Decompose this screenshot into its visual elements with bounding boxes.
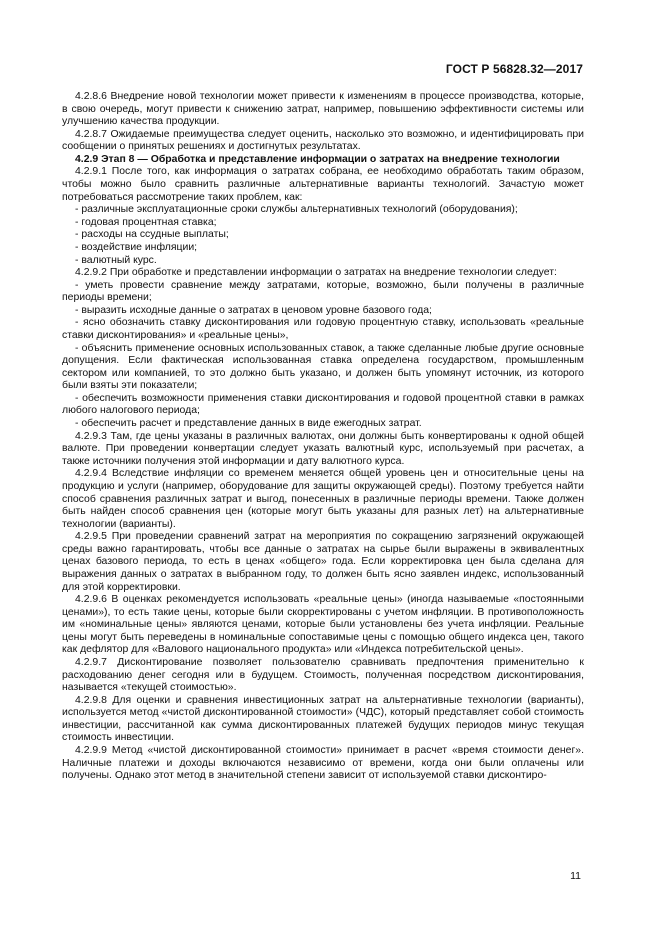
paragraph-4-2-9-6: 4.2.9.6 В оценках рекомендуется использовать «реальные цены» (иногда называемые «постоянными ценами»), то есть такие цены, которые были скорректированы с учетом инфляции. В противоположность им «номинальные цены» являются ценами, которые были установлены без учета инфляции. Реальные цены могут быть переведены в номинальные сопоставимые цены с помощью общего индекса цен, такого как дефлятор для «Валового национального продукта» или «Индекса потребительской цены». xyxy=(62,594,584,656)
paragraph-4-2-9-7: 4.2.9.7 Дисконтирование позволяет пользователю сравнивать предпочтения применительно к расходованию денег сегодня или в будущем. Стоимость, полученная посредством дисконтирования, называется «текущей стоимостью». xyxy=(62,657,584,694)
list-item: - обеспечить расчет и представление данных в виде ежегодных затрат. xyxy=(75,418,422,430)
paragraph-4-2-9-4: 4.2.9.4 Вследствие инфляции со временем меняется общей уровень цен и относительные цены на продукцию и услуги (например, оборудование для защиты окружающей среды). Поэтому требуется найти способ сравнения различных затрат и выгод, понесенных в различные периоды времени. Также должен быть найден способ сравнения цен (которые могут быть указаны для разных лет) на альтернативные технологии (варианты). xyxy=(62,468,584,530)
list-item: - годовая процентная ставка; xyxy=(75,216,217,228)
paragraph-4-2-8-6: 4.2.8.6 Внедрение новой технологии может привести к изменениям в процессе производства, которые, в свою очередь, могут привести к снижению затрат, например, повышению эффективности системы или улучшению качества продукции. xyxy=(62,91,584,128)
list-item: - расходы на ссудные выплаты; xyxy=(75,229,229,241)
paragraph-4-2-9-1: 4.2.9.1 После того, как информация о затратах собрана, ее необходимо обработать таким образом, чтобы можно было сравнить различные альтернативные варианты технологий. Зачастую может потребоваться рассмотрение таких проблем, как: xyxy=(62,166,584,203)
paragraph-4-2-9-5: 4.2.9.5 При проведении сравнений затрат на мероприятия по сокращению загрязнений окружающей среды важно гарантировать, чтобы все данные о затратах на сырье были выражены в эквивалентных ценах базового периода, то есть в ценах «общего» года. Если корректировка цен была сделана для выражения данных о затратах в выбранном году, то должен быть ясно заявлен индекс, использованный для этой корректировки. xyxy=(62,531,584,593)
paragraph-4-2-8-7: 4.2.8.7 Ожидаемые преимущества следует оценить, насколько это возможно, и идентифицировать при сообщении о принятых решениях и достигнутых результатах. xyxy=(62,128,584,153)
list-item: - обеспечить возможности применения ставки дисконтирования и годовой процентной ставки в рамках любого налогового периода; xyxy=(62,392,584,417)
paragraph-4-2-9-3: 4.2.9.3 Там, где цены указаны в различных валютах, они должны быть конвертированы к одной общей валюте. При проведении конвертации следует указать валютный курс, используемый при расчетах, а также источники получения этой информации и дату валютного курса. xyxy=(62,430,584,467)
document-body xyxy=(62,91,584,783)
list-item: - ясно обозначить ставку дисконтирования или годовую процентную ставку, использовать «реальные ставки дисконтирования» и «реальные цены», xyxy=(62,317,584,341)
paragraph-4-2-9-8: 4.2.9.8 Для оценки и сравнения инвестиционных затрат на альтернативные технологии (варианты), используется метод «чистой дисконтированной стоимости» (ЧДС), который представляет собой стоимость инвестиции, рассчитанной как сумма дисконтированных платежей будущих периодов минус текущая стоимость инвестиции. xyxy=(62,694,584,744)
list-item: - воздействие инфляции; xyxy=(75,241,198,253)
list-item: - различные эксплуатационные сроки службы альтернативных технологий (оборудования); xyxy=(75,204,518,216)
paragraph-4-2-9-2: 4.2.9.2 При обработке и представлении информации о затратах на внедрение технологии следует: xyxy=(75,267,557,279)
list-item: - валютный курс. xyxy=(75,254,157,266)
section-heading-4-2-9: 4.2.9 Этап 8 — Обработка и представление информации о затратах на внедрение технологии xyxy=(75,153,560,165)
list-item: - объяснить применение основных использованных ставок, а также сделанные любые другие основные допущения. Если фактическая использованная ставка определена государством, промышленным сектором или компанией, то это должно быть указано, и должен быть упомянут источник, из которого были взяты эти показатели; xyxy=(62,342,584,392)
list-item: - уметь провести сравнение между затратами, которые, возможно, были получены в различные периоды времени; xyxy=(62,279,584,304)
page-number: 11 xyxy=(570,870,581,882)
paragraph-4-2-9-9: 4.2.9.9 Метод «чистой дисконтированной стоимости» принимает в расчет «время стоимости денег». Наличные платежи и доходы включаются независимо от времени, когда они были оплачены или получены. Однако этот метод в значительной степени зависит от используемой ставки дисконтиро- xyxy=(62,745,584,782)
document-header: ГОСТ Р 56828.32—2017 xyxy=(445,62,583,76)
list-item: - выразить исходные данные о затратах в ценовом уровне базового года; xyxy=(75,304,432,316)
